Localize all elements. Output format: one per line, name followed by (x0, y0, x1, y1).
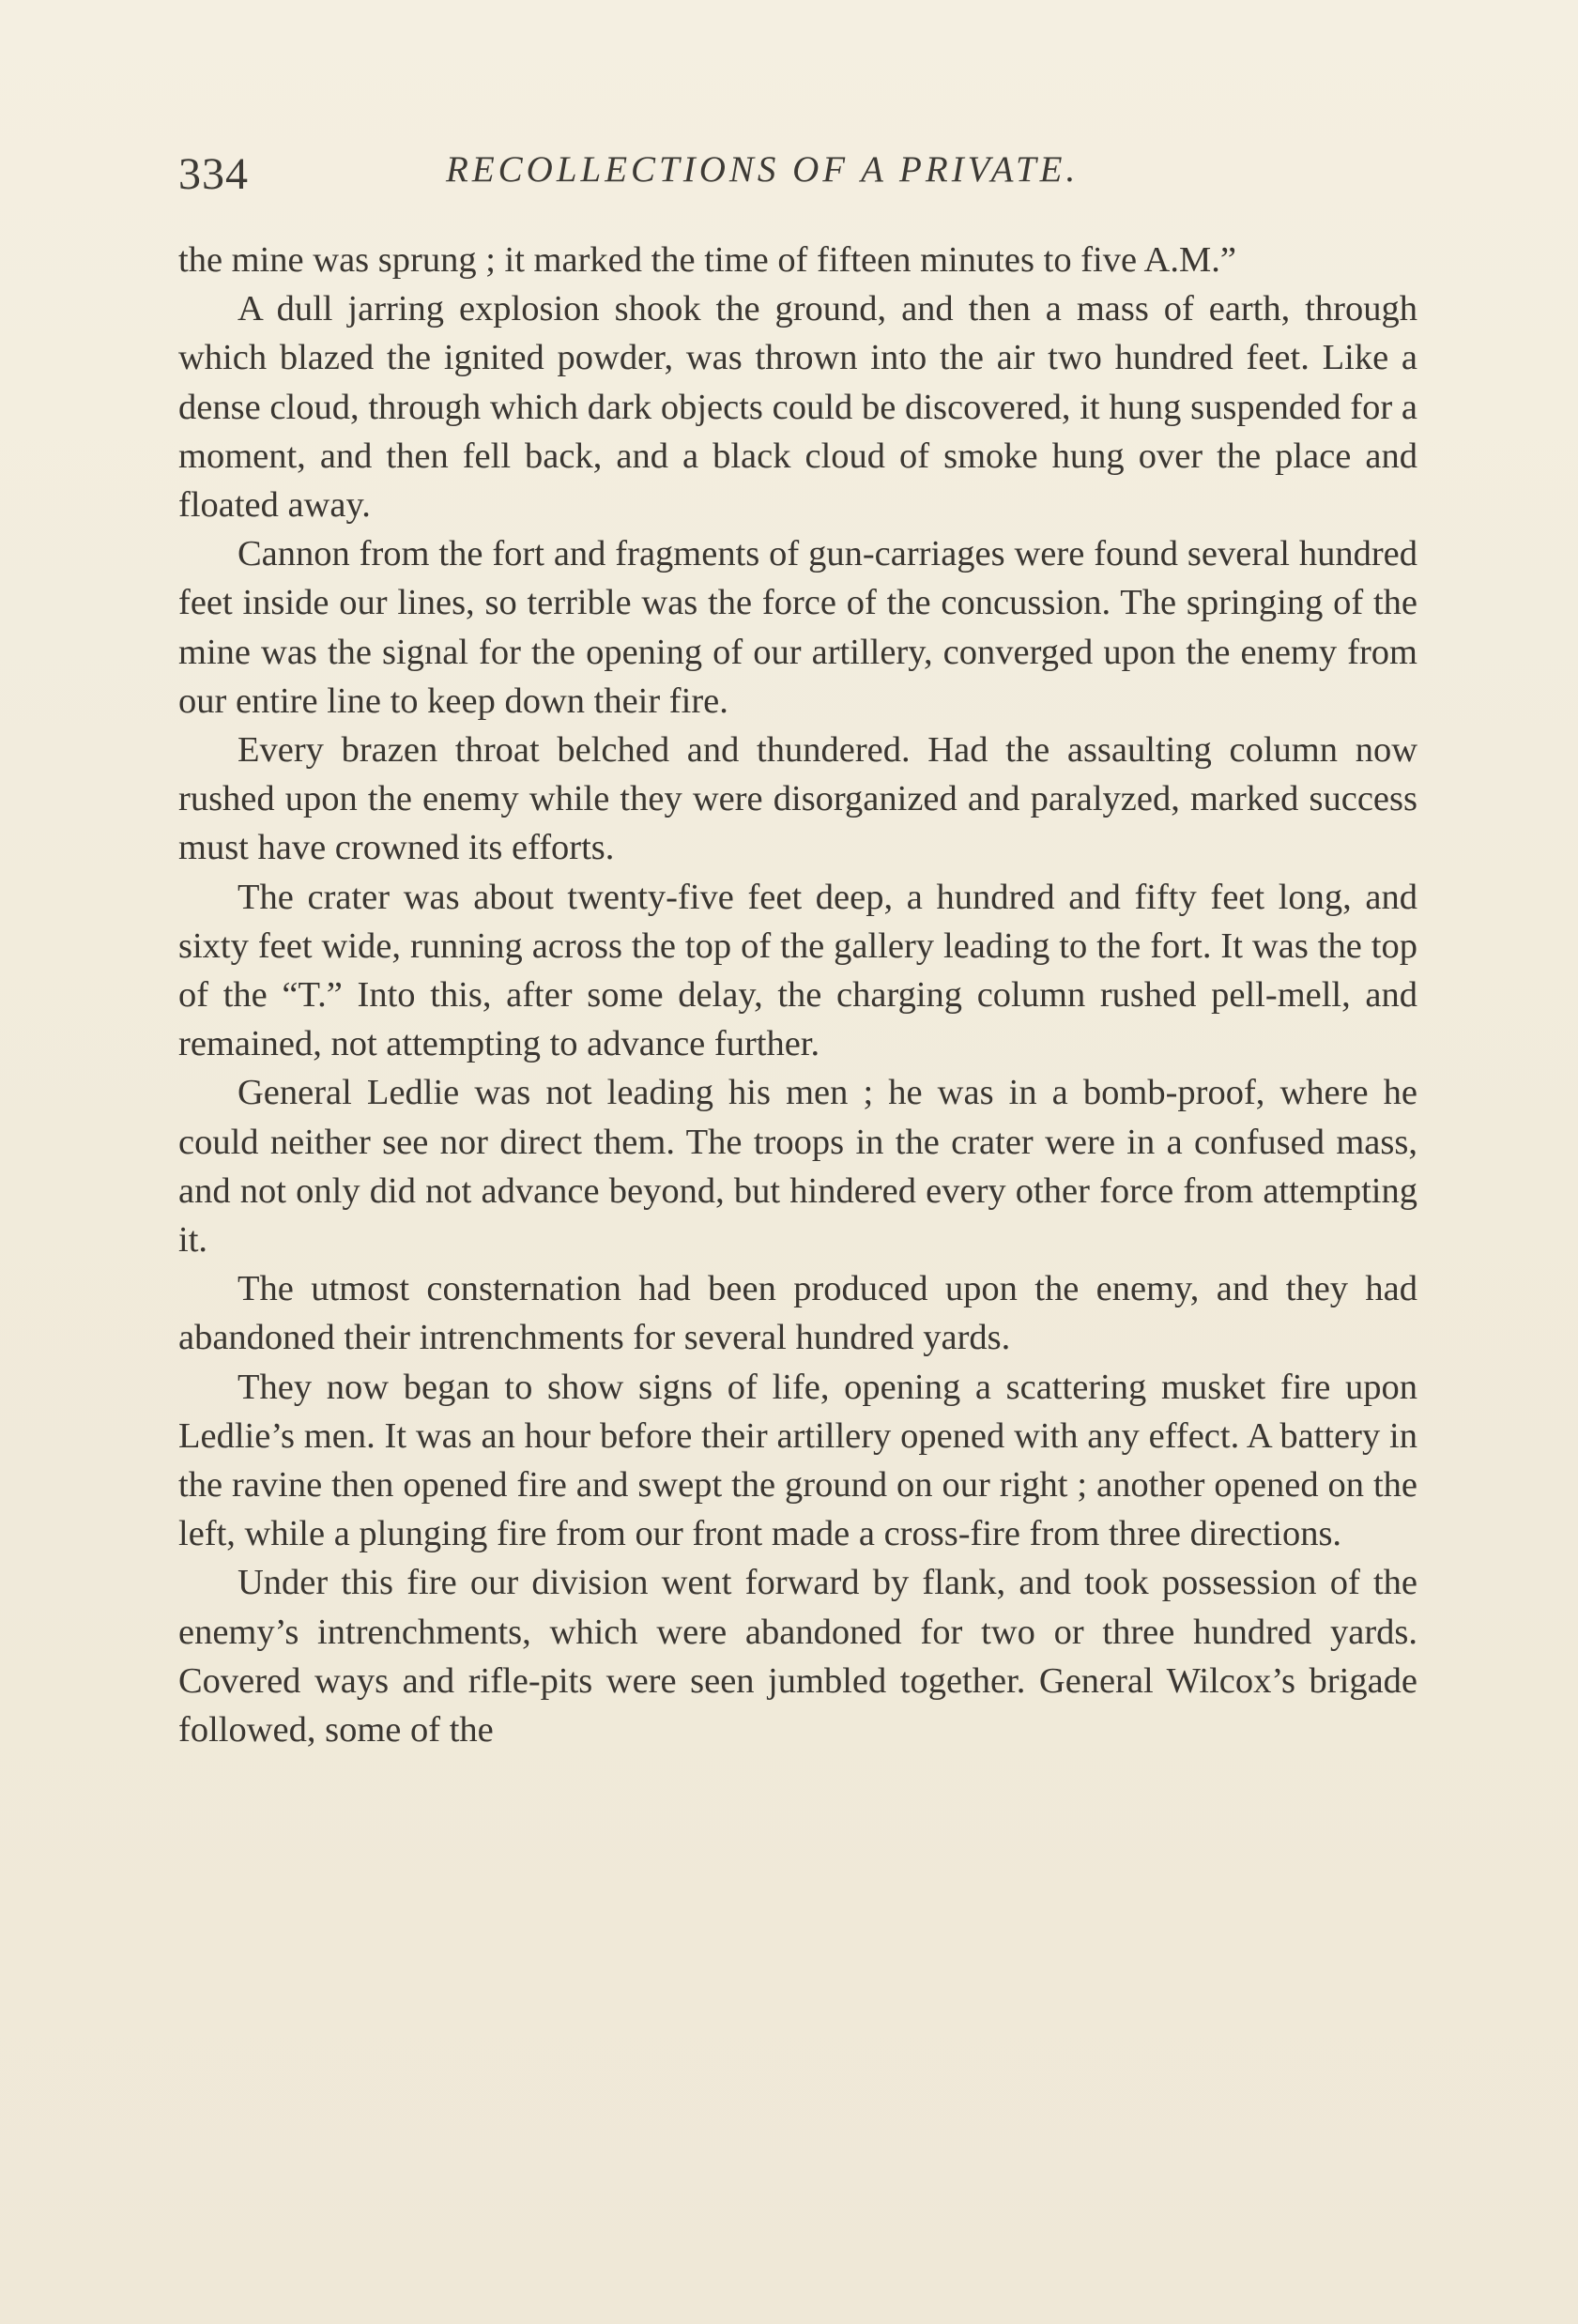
paragraph-9: Under this fire our division went forward by flank, and took possession of the enemy’s intrenchments, which were abandoned for two or three hundred yards. Covered ways and rifle-pits were seen jumbled together. General Wilcox’s brigade followed, some of the (178, 1563, 1417, 1751)
running-title: RECOLLECTIONS OF A PRIVATE. (446, 149, 1080, 190)
paragraph-7: The utmost consternation had been produced upon the enemy, and they had abandoned their intrenchments for several hundred yards. (178, 1269, 1417, 1358)
paragraph-8: They now began to show signs of life, opening a scattering musket fire upon Ledlie’s men. It was an hour before their artillery opened with any effect. A battery in the ravine then opened fire and swept the ground on our right ; another opened on the left, while a plunging fire from our front made a cross-fire from three directions. (178, 1367, 1417, 1554)
paragraph-1: the mine was sprung ; it marked the time of fifteen minutes to five A.M.” (178, 240, 1236, 280)
paragraph-5: The crater was about twenty-five feet deep, a hundred and fifty feet long, and sixty feet wide, running across the top of the gallery leading to the fort. It was the top of the “T.” Into this, after some delay, the charging column rushed pell-mell, and remained, not attempting to advance further. (178, 877, 1417, 1064)
paragraph-4: Every brazen throat belched and thundered. Had the assaulting column now rushed upon the enemy while they were disorganized and paralyzed, marked success must have crowned its efforts. (178, 730, 1417, 868)
page-header (178, 148, 1417, 214)
paragraph-2: A dull jarring explosion shook the ground, and then a mass of earth, through which blazed the ignited powder, was thrown into the air two hundred feet. Like a dense cloud, through which dark objects could be discovered, it hung suspended for a moment, and then fell back, and a black cloud of smoke hung over the place and floated away. (178, 289, 1417, 526)
paragraph-3: Cannon from the fort and fragments of gun-carriages were found several hundred feet inside our lines, so terrible was the force of the concussion. The springing of the mine was the signal for the opening of our artillery, converged upon the enemy from our entire line to keep down their fire. (178, 534, 1417, 721)
page-number: 334 (178, 149, 249, 199)
body-text (178, 236, 1417, 1754)
paragraph-6: General Ledlie was not leading his men ; he was in a bomb-proof, where he could neither see nor direct them. The troops in the crater were in a confused mass, and not only did not advance beyond, but hindered every other force from attempting it. (178, 1073, 1417, 1261)
